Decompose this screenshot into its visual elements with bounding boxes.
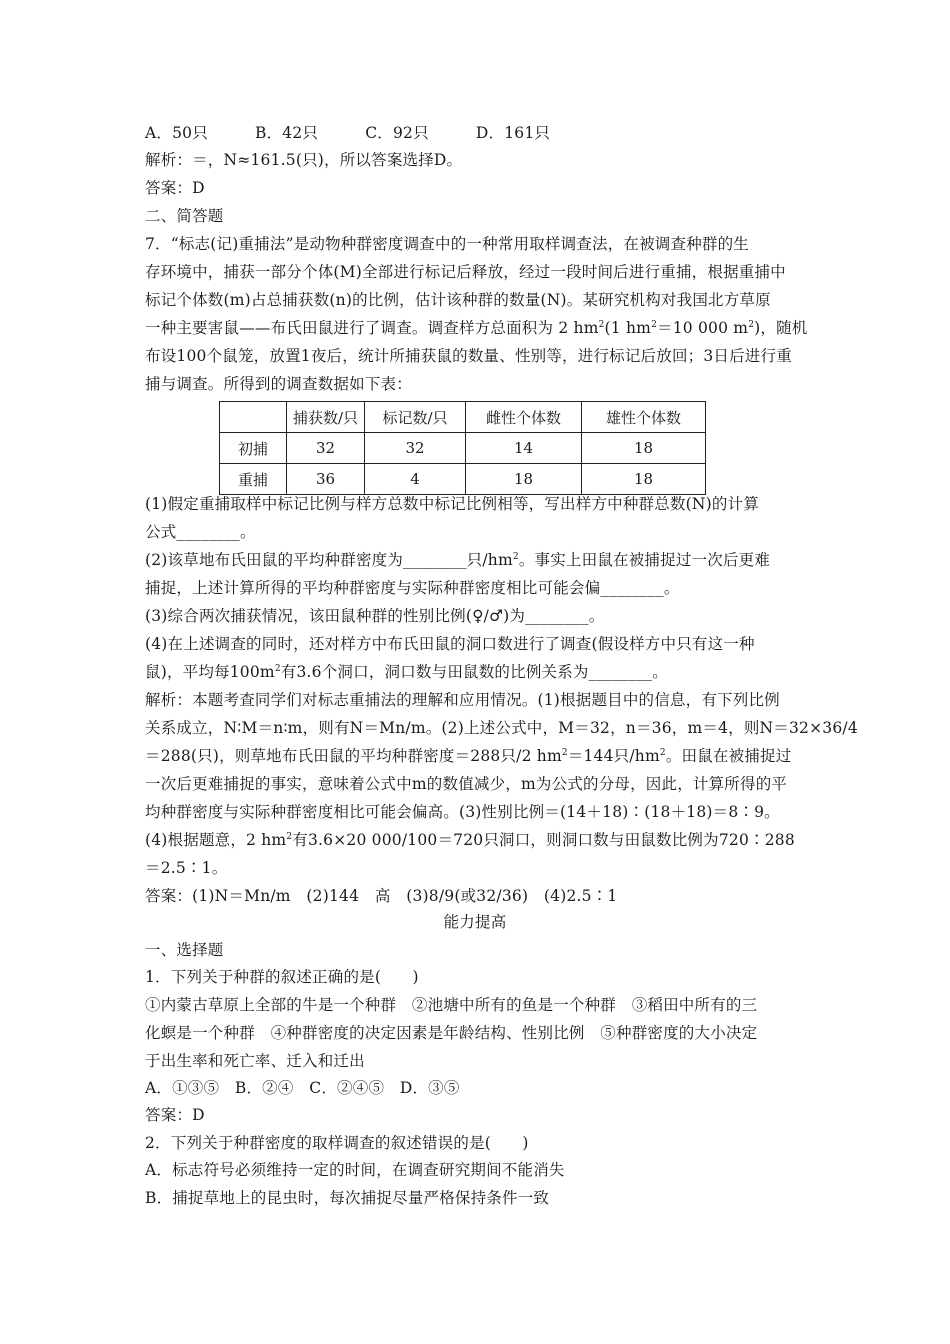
- table-cell: 重捕: [220, 464, 287, 495]
- q7-analysis-line-1: 解析：本题考查同学们对标志重捕法的理解和应用情况。(1)根据题目中的信息，有下列比例: [145, 691, 780, 709]
- q2-option-a: A．标志符号必须维持一定的时间，在调查研究期间不能消失: [145, 1161, 565, 1179]
- q7-line-2: 存环境中，捕获一部分个体(M)全部进行标记后释放，经过一段时间后进行重捕，根据重捕中: [145, 263, 786, 281]
- table-cell: 32: [287, 433, 365, 464]
- q7-analysis-line-3: ＝288(只)，则草地布氏田鼠的平均种群密度＝288只/2 $hm^2=144$只$/hm^2$。田鼠在被捕捉过: [145, 747, 792, 765]
- table-cell: 14: [466, 433, 582, 464]
- table-cell: 18: [582, 464, 706, 495]
- q7-sub1-line-2: 公式________。: [145, 523, 256, 541]
- table-header-cell: 雄性个体数: [582, 402, 706, 433]
- section-heading-choice: 一、选择题: [145, 941, 224, 959]
- q7-sub4-line-2: 鼠)，平均每$100m^2$有3.6个洞口，洞口数与田鼠数的比例关系为________。: [145, 663, 668, 681]
- table-row: [220, 464, 706, 495]
- q1-options-line-2: 化螟是一个种群 ④种群密度的决定因素是年龄结构、性别比例 ⑤种群密度的大小决定: [145, 1024, 758, 1042]
- q1-answer: 答案：D: [145, 1106, 205, 1124]
- table-cell: 18: [582, 433, 706, 464]
- table-header-cell: 捕获数/只: [287, 402, 365, 433]
- q7-analysis-line-5: 均种群密度与实际种群密度相比可能会偏高。(3)性别比例＝(14＋18)∶(18＋18)＝8∶9。: [145, 803, 780, 821]
- table-cell: 18: [466, 464, 582, 495]
- q7-analysis-line-4: 一次后更难捕捉的事实，意味着公式中m的数值减少，m为公式的分母，因此，计算所得的平: [145, 775, 788, 793]
- q1-stem: 1．下列关于种群的叙述正确的是( ): [145, 968, 419, 986]
- q1-options-line-1: ①内蒙古草原上全部的牛是一个种群 ②池塘中所有的鱼是一个种群 ③稻田中所有的三: [145, 996, 758, 1014]
- table-cell: 36: [287, 464, 365, 495]
- q6-analysis: 解析：＝，N≈161.5(只)，所以答案选择D。: [145, 151, 463, 169]
- q7-line-4: 一种主要害鼠——布氏田鼠进行了调查。调查样方总面积为 2 $hm^2(1$ $hm^2=10$ 000 $m^2$)，随机: [145, 319, 808, 337]
- table-header-cell: 标记数/只: [365, 402, 466, 433]
- capture-data-table: [219, 401, 706, 495]
- q1-choices: A．①③⑤ B．②④ C．②④⑤ D．③⑤: [145, 1079, 460, 1097]
- q6-options: A．50只 B．42只 C．92只 D．161只: [145, 124, 551, 142]
- q1-options-line-3: 于出生率和死亡率、迁入和迁出: [145, 1052, 365, 1070]
- table-cell: 初捕: [220, 433, 287, 464]
- table-cell: 32: [365, 433, 466, 464]
- table-cell: 4: [365, 464, 466, 495]
- q7-line-3: 标记个体数(m)占总捕获数(n)的比例，估计该种群的数量(N)。某研究机构对我国北方草原: [145, 291, 771, 309]
- q7-line-6: 捕与调查。所得到的调查数据如下表：: [145, 375, 412, 393]
- q7-answer: 答案：(1)N＝Mn/m (2)144 高 (3)8/9(或32/36) (4)2.5∶1: [145, 887, 618, 905]
- q7-sub2-line-1: (2)该草地布氏田鼠的平均种群密度为________只$/hm^2$。事实上田鼠在被捕捉过一次后更难: [145, 551, 771, 569]
- table-header-cell: 雌性个体数: [466, 402, 582, 433]
- section-title: 能力提高: [443, 913, 507, 931]
- q2-option-b: B．捕捉草地上的昆虫时，每次捕捉尽量严格保持条件一致: [145, 1189, 550, 1207]
- q7-analysis-line-7: ＝2.5∶1。: [145, 859, 228, 877]
- table-row: [220, 433, 706, 464]
- q2-stem: 2．下列关于种群密度的取样调查的叙述错误的是( ): [145, 1134, 529, 1152]
- q7-sub3: (3)综合两次捕获情况，该田鼠种群的性别比例(♀/♂)为________。: [145, 607, 605, 625]
- q7-line-5: 布设100个鼠笼，放置1夜后，统计所捕获鼠的数量、性别等，进行标记后放回；3日后进行重: [145, 347, 792, 365]
- q7-line-1: 7．“标志(记)重捕法”是动物种群密度调查中的一种常用取样调查法，在被调查种群的生: [145, 235, 750, 253]
- q7-sub2-line-2: 捕捉，上述计算所得的平均种群密度与实际种群密度相比可能会偏________。: [145, 579, 680, 597]
- q7-sub4-line-1: (4)在上述调查的同时，还对样方中布氏田鼠的洞口数进行了调查(假设样方中只有这一种: [145, 635, 755, 653]
- q7-analysis-line-6: (4)根据题意，2 $hm^2$有3.6×20 000/100＝720只洞口，则洞口数与田鼠数比例为720∶288: [145, 831, 795, 849]
- section-heading-short-answer: 二、简答题: [145, 207, 224, 225]
- q7-analysis-line-2: 关系成立，N∶M＝n∶m，则有N＝Mn/m。(2)上述公式中，M＝32，n＝36，m＝4，则N＝32×36/4: [145, 719, 858, 737]
- table-header-row: [220, 402, 706, 433]
- q7-sub1-line-1: (1)假定重捕取样中标记比例与样方总数中标记比例相等，写出样方中种群总数(N)的计算: [145, 495, 760, 513]
- q6-answer: 答案：D: [145, 179, 205, 197]
- table-header-cell: [220, 402, 287, 433]
